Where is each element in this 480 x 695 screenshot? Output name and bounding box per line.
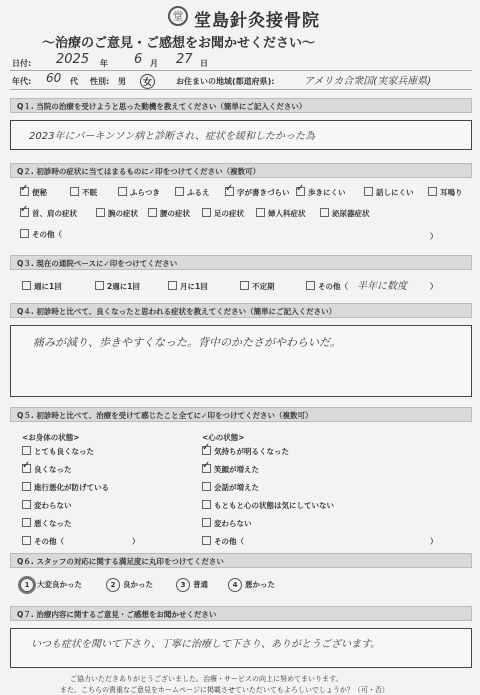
q2-option-label: 耳鳴り — [440, 188, 463, 197]
checkbox[interactable] — [364, 187, 373, 196]
checkbox-checked[interactable] — [225, 187, 234, 196]
q6-option[interactable] — [176, 578, 208, 592]
q2-option[interactable] — [320, 208, 370, 219]
radio-circle-selected[interactable]: 1 — [20, 578, 34, 592]
q1-answer[interactable]: 2023年にパーキンソン病と診断され、症状を緩和したかった為 — [29, 131, 315, 142]
age-value[interactable]: 60 — [46, 71, 62, 85]
q2-option-label: 足の症状 — [214, 209, 244, 218]
q2-option[interactable] — [296, 187, 346, 198]
checkbox[interactable] — [22, 281, 31, 290]
q2-option[interactable] — [118, 187, 160, 198]
q5-body-option-label: その他（ — [34, 537, 64, 546]
q5-body-option-label: とても良くなった — [34, 447, 94, 456]
q2-option[interactable] — [225, 187, 290, 198]
q5-mind-option[interactable] — [202, 518, 252, 529]
q5-mind-option-label: 笑顔が増えた — [214, 465, 259, 474]
checkbox[interactable] — [22, 500, 31, 509]
q3-option-label: 不定期 — [252, 282, 275, 291]
q6-option-label: 良かった — [123, 580, 153, 589]
residence-value[interactable]: アメリカ合衆国(実家兵庫県) — [304, 76, 432, 87]
residence-label: お住まいの地域(都道府県): — [176, 77, 275, 86]
q3-other-close: ） — [430, 282, 438, 291]
month-unit: 月 — [150, 59, 158, 68]
age-unit: 代 — [70, 77, 78, 86]
q3-title: Q３. 現在の通院ペースに✓印をつけてください — [17, 259, 178, 268]
q5-mind-option-label: もともと心の状態は気にしていない — [214, 501, 334, 510]
q5-mind-option-label: 変わらない — [214, 519, 252, 528]
checkbox[interactable] — [202, 208, 211, 217]
q3-option-label: その他（ — [318, 282, 348, 291]
q5-body-option[interactable] — [22, 482, 109, 493]
q5-body-option-label: 進行悪化が防げている — [34, 483, 109, 492]
checkbox[interactable] — [20, 229, 29, 238]
q5-body-heading: <お身体の状態> — [22, 433, 80, 442]
q2-option-label: 歩きにくい — [308, 188, 346, 197]
footer-thanks: ご協力いただきありがとうございました。治療・サービスの向上に努めてまいります。 — [70, 675, 343, 683]
checkbox-checked[interactable] — [202, 446, 211, 455]
q5-body-option-label: 良くなった — [34, 465, 72, 474]
q1-answer-box[interactable] — [10, 120, 472, 150]
day-unit: 日 — [200, 59, 208, 68]
gender-male[interactable]: 男 — [118, 77, 126, 86]
q3-option[interactable] — [240, 281, 275, 292]
checkbox[interactable] — [22, 482, 31, 491]
checkbox[interactable] — [202, 500, 211, 509]
q2-option-label: ふらつき — [130, 188, 160, 197]
q2-option[interactable] — [70, 187, 97, 198]
q2-option[interactable] — [175, 187, 210, 198]
checkbox[interactable] — [22, 518, 31, 527]
checkbox-checked[interactable] — [20, 208, 29, 217]
checkbox[interactable] — [70, 187, 79, 196]
q2-option-label: 腕の症状 — [108, 209, 138, 218]
q6-option-label: 普通 — [193, 580, 208, 589]
q5-title: Q５. 初診時と比べて、治療を受けて感じたこと全てに✓印をつけてください（複数可） — [17, 411, 313, 420]
date-label: 日付: — [12, 59, 32, 68]
q5-mind-option[interactable] — [202, 536, 244, 547]
q2-option-label: 婦人科症状 — [268, 209, 306, 218]
q2-option-label: 不眠 — [82, 188, 97, 197]
q3-option-label: 週に1回 — [34, 282, 62, 291]
checkbox-checked[interactable] — [202, 464, 211, 473]
q5-mind-option-label: 会話が増えた — [214, 483, 259, 492]
divider — [10, 70, 472, 71]
q3-option[interactable] — [22, 281, 62, 292]
checkbox[interactable] — [256, 208, 265, 217]
q2-other-label: その他（ — [32, 230, 62, 239]
checkbox[interactable] — [168, 281, 177, 290]
q5-body-option-label: 変わらない — [34, 501, 72, 510]
q6-option-label: 悪かった — [245, 580, 275, 589]
q3-option[interactable] — [306, 281, 348, 292]
gender-female-selected[interactable]: 女 — [140, 74, 155, 89]
q5-body-option[interactable] — [22, 446, 94, 457]
divider — [10, 89, 472, 90]
q5-body-option[interactable] — [22, 464, 72, 475]
clinic-name: 堂島針灸接骨院 — [194, 11, 320, 31]
q7-answer[interactable]: いつも症状を聞いて下さり、丁寧に治療して下さり、ありがとうございます。 — [31, 639, 381, 650]
q4-title: Q４. 初診時と比べて、良くなったと思われる症状を教えてください（簡単にご記入ください） — [17, 307, 337, 316]
q2-option-label: 話しにくい — [376, 188, 414, 197]
q4-header — [10, 303, 472, 318]
checkbox[interactable] — [96, 208, 105, 217]
checkbox-checked[interactable] — [296, 187, 305, 196]
checkbox-checked[interactable] — [22, 464, 31, 473]
q2-option[interactable] — [20, 208, 77, 219]
checkbox[interactable] — [202, 536, 211, 545]
q6-option[interactable] — [20, 578, 82, 592]
age-label: 年代: — [12, 77, 32, 86]
q5-body-other-close: ） — [132, 537, 140, 546]
checkbox-checked[interactable] — [20, 187, 29, 196]
q6-option-label: 大変良かった — [37, 580, 82, 589]
checkbox[interactable] — [175, 187, 184, 196]
q2-option[interactable] — [202, 208, 244, 219]
q7-title: Q７. 治療内容に関するご意見・ご感想をお聞かせください — [17, 610, 217, 619]
q2-option-label: 腰の症状 — [160, 209, 190, 218]
checkbox[interactable] — [428, 187, 437, 196]
q5-mind-heading: <心の状態> — [202, 433, 245, 442]
q3-option-label: 2週に1回 — [107, 282, 140, 291]
footer-consent: また、こちらの貴重なご意見をホームページに掲載させていただいてもよろしいでしょうか？（可・否） — [60, 686, 389, 694]
checkbox[interactable] — [320, 208, 329, 217]
q5-mind-other-close: ） — [430, 537, 438, 546]
q2-option[interactable] — [256, 208, 306, 219]
q3-other-text[interactable]: 半年に数度 — [357, 281, 407, 292]
q1-header — [10, 98, 472, 113]
q2-option[interactable] — [20, 187, 47, 198]
q5-mind-option[interactable] — [202, 482, 259, 493]
q5-mind-option-label: 気持ちが明るくなった — [214, 447, 289, 456]
q5-mind-option[interactable] — [202, 500, 334, 511]
form-subtitle: 〜治療のご意見・ご感想をお聞かせください〜 — [42, 36, 316, 51]
q4-answer-box[interactable] — [10, 325, 472, 397]
q3-option[interactable] — [95, 281, 140, 292]
checkbox[interactable] — [95, 281, 104, 290]
q2-option-label: 首、肩の症状 — [32, 209, 77, 218]
checkbox[interactable] — [202, 482, 211, 491]
q5-mind-option[interactable] — [202, 464, 259, 475]
clinic-logo-icon: 堂 — [168, 6, 188, 26]
q2-option-label: 泌尿器症状 — [332, 209, 370, 218]
q7-header — [10, 606, 472, 621]
q2-option-label: ふるえ — [187, 188, 210, 197]
q2-option[interactable] — [96, 208, 138, 219]
q5-body-option-label: 悪くなった — [34, 519, 72, 528]
q7-answer-box[interactable] — [10, 628, 472, 668]
q3-header — [10, 255, 472, 270]
checkbox[interactable] — [22, 446, 31, 455]
date-day[interactable]: 27 — [176, 52, 193, 67]
q5-body-option[interactable] — [22, 518, 72, 529]
q2-header — [10, 163, 472, 178]
q6-header — [10, 553, 472, 568]
q3-option-label: 月に1回 — [180, 282, 208, 291]
q4-answer[interactable]: 痛みが減り、歩きやすくなった。背中のかたさがやわらいだ。 — [33, 336, 341, 349]
q6-option[interactable] — [106, 578, 153, 592]
q2-option-label: 字が書きづらい — [237, 188, 290, 197]
q5-body-option[interactable] — [22, 500, 72, 511]
q2-option[interactable] — [148, 208, 190, 219]
q5-header — [10, 407, 472, 422]
radio-circle[interactable]: 4 — [228, 578, 242, 592]
q2-option-label: 便秘 — [32, 188, 47, 197]
checkbox[interactable] — [202, 518, 211, 527]
checkbox[interactable] — [240, 281, 249, 290]
q2-option[interactable] — [364, 187, 414, 198]
year-unit: 年 — [100, 59, 108, 68]
q2-title: Q２. 初診時の症状に当てはまるものに✓印をつけてください（複数可） — [17, 167, 261, 176]
q2-other-close: ） — [430, 232, 438, 241]
radio-circle[interactable]: 3 — [176, 578, 190, 592]
date-month[interactable]: 6 — [134, 52, 143, 67]
q6-option[interactable] — [228, 578, 275, 592]
q1-title: Q１. 当院の治療を受けようと思った動機を教えてください（簡単にご記入ください） — [17, 102, 307, 111]
gender-label: 性別: — [90, 77, 110, 86]
checkbox[interactable] — [148, 208, 157, 217]
checkbox[interactable] — [22, 536, 31, 545]
checkbox[interactable] — [306, 281, 315, 290]
q6-title: Q６. スタッフの対応に関する満足度に丸印をつけてください — [17, 557, 224, 566]
q3-option[interactable] — [168, 281, 208, 292]
checkbox[interactable] — [118, 187, 127, 196]
q2-option[interactable] — [428, 187, 463, 198]
q5-mind-option[interactable] — [202, 446, 289, 457]
q5-body-option[interactable] — [22, 536, 64, 547]
q5-mind-option-label: その他（ — [214, 537, 244, 546]
radio-circle[interactable]: 2 — [106, 578, 120, 592]
q2-other[interactable] — [20, 229, 62, 240]
date-year[interactable]: 2025 — [56, 52, 90, 67]
